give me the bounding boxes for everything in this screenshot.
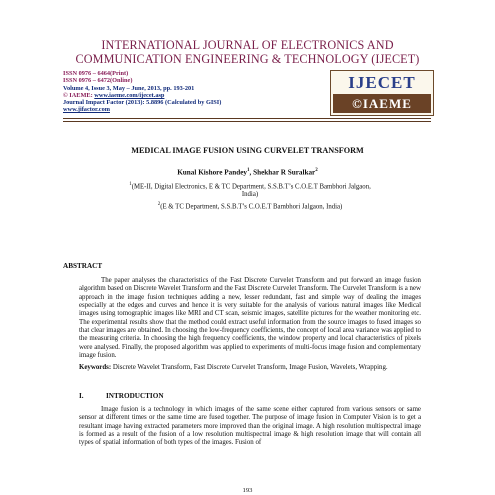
- page-number: 193: [242, 487, 253, 494]
- issn-online: ISSN 0976 – 6472(Online): [63, 77, 133, 85]
- section-heading-introduction: [79, 392, 164, 400]
- abstract-heading: ABSTRACT: [63, 262, 103, 270]
- introduction-body: Image fusion is a technology in which images of the same scene either captured from various sensors or same sensor at different times or the same time are fused together. The purpose of image fusion in Computer Vision is to get a resultant image having extracted parameters more improved than the original image. A high resolution multispectral image is formed as a result of the fusion of a low resolution multispectral image & high resolution image that will contain all types of spatial information of both types of the images. Fusion of: [79, 406, 421, 447]
- ijecet-logo: [330, 70, 434, 116]
- keywords-text: Discrete Wavelet Transform, Fast Discrete Curvelet Transform, Image Fusion, Wavelets, Wrapping.: [111, 364, 388, 371]
- jifactor-link[interactable]: www.jifactor.com: [63, 106, 110, 114]
- section-number: I.: [79, 392, 84, 400]
- volume-info: Volume 4, Issue 3, May – June, 2013, pp. 193-201: [63, 84, 195, 92]
- affiliation-2: [90, 201, 410, 211]
- affiliation-1-sup: 1: [129, 182, 132, 187]
- keywords: [79, 364, 421, 372]
- issn-print: ISSN 0976 – 6464(Print): [63, 70, 129, 77]
- header-rule: [63, 118, 431, 119]
- iaeme-prefix: © IAEME:: [63, 91, 95, 99]
- journal-meta: [63, 70, 303, 114]
- journal-title-line2: COMMUNICATION ENGINEERING & TECHNOLOGY (IJECET): [75, 52, 420, 66]
- author-1-sup: 1: [246, 168, 250, 173]
- author-2-sup: 2: [315, 168, 318, 173]
- logo-iaeme-text: ©IAEME: [333, 94, 431, 113]
- impact-factor: Journal Impact Factor (2013): 5.8896 (Calculated by GISI): [63, 99, 222, 107]
- affiliation-1-line2: India): [241, 191, 259, 199]
- affiliation-2-line1: $^2$(E & TC Department, S.S.B.T’s C.O.E.T Bambhori Jalgaon, India): [157, 202, 343, 211]
- iaeme-line: [63, 92, 303, 99]
- affiliation-1-line1: $^1$(ME-II, Digital Electronics, E & TC Department, S.S.B.T’s C.O.E.T Bambhori Jalgaon,: [129, 182, 371, 191]
- iaeme-link[interactable]: www.iaeme.com/ijecet.asp: [94, 91, 165, 99]
- author-1: Kunal Kishore Pandey: [177, 168, 247, 177]
- journal-title: [0, 38, 495, 66]
- section-title: INTRODUCTION: [106, 392, 164, 400]
- authors: [0, 168, 495, 176]
- keywords-label: Keywords:: [79, 364, 112, 371]
- author-separator: ,: [249, 168, 254, 177]
- affiliation-2-sup: 2: [157, 202, 161, 207]
- author-2: Shekhar R Suralkar: [253, 168, 316, 177]
- affiliation-1: [90, 181, 410, 199]
- logo-ijecet-text: IJECET: [348, 73, 416, 92]
- journal-title-line1: INTERNATIONAL JOURNAL OF ELECTRONICS AND: [101, 38, 394, 52]
- abstract-body: The paper analyses the characteristics of the Fast Discrete Curvelet Transform and put forward an image fusion algorithm based on Discrete Wavelet Transform and the Fast Discrete Curvelet Transform. The Curvelet Transform is a new approach in the image fusion techniques adding a new, lesser redundant, fast and simple way of dealing the images especially at the edges and curves and hence it is very suitable for the analysis of various natural images like Medical images using tomographic images like MRI and CT scan, seismic images, satellite pictures for the weather monitoring etc. The experimental results show that the method could extract useful information from the source images to fused images so that clear images are obtained. In choosing the low-frequency coefficients, the concept of local area variance was applied to the measuring criteria. In choosing the high frequency coefficients, the window property and local characteristics of pixels were analysed. Finally, the proposed algorithm was applied to experiments of multi-focus image fusion and complementary image fusion.: [79, 277, 421, 360]
- paper-title: MEDICAL IMAGE FUSION USING CURVELET TRANSFORM: [131, 146, 364, 155]
- header-rule-thin: [63, 121, 431, 122]
